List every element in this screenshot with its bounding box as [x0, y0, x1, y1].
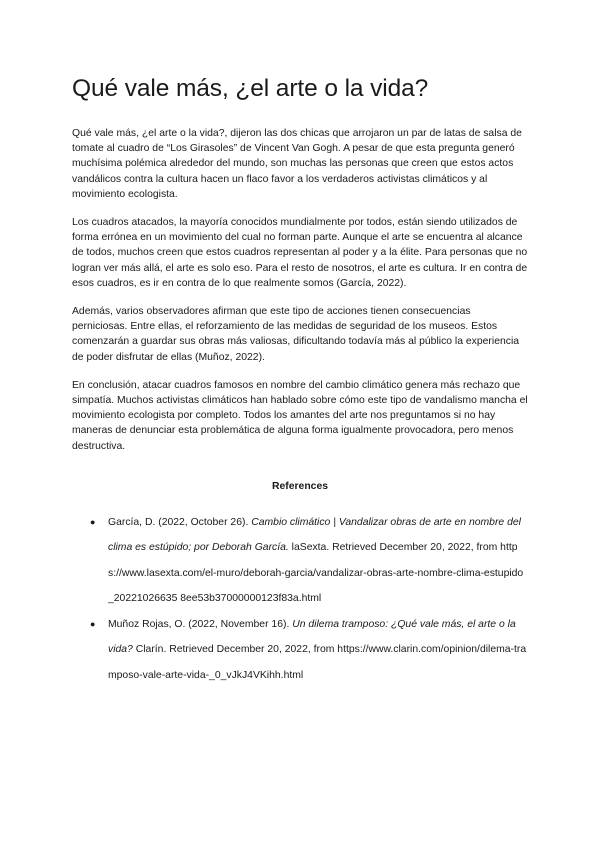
reference-item	[72, 510, 528, 612]
reference-author-date: García, D. (2022, October 26).	[108, 516, 249, 528]
reference-publisher: laSexta. Retrieved December 20, 2022, from	[291, 542, 498, 554]
reference-title: Un dilema tramposo: ¿Qué vale más, el arte o la vida?	[108, 618, 516, 656]
reference-url[interactable]: https://www.clarin.com/opinion/dilema-tramposo-vale-arte-vida-_0_vJkJ4VKihh.html	[108, 644, 527, 681]
bullet-icon: ●	[90, 516, 96, 527]
references-list	[72, 510, 528, 689]
bullet-icon: ●	[90, 618, 96, 629]
reference-author-date: Muñoz Rojas, O. (2022, November 16).	[108, 618, 290, 630]
reference-url[interactable]: https://www.lasexta.com/el-muro/deborah-garcia/vandalizar-obras-arte-nombre-clima-estupido_20221026635 8ee53b37000000123f83a.html	[108, 542, 524, 605]
references-heading: References	[271, 480, 329, 492]
document-title: Qué vale más, ¿el arte o la vida?	[72, 75, 429, 102]
reference-item	[72, 612, 528, 689]
paragraph-consequences: Además, varios observadores afirman que este tipo de acciones tienen consecuencias perniciosas. Entre ellas, el reforzamiento de las medidas de seguridad de los museos. Estos comenzarán a guardar sus obras más valiosas, dificultando todavía más al público la experiencia de poder disfrutar de ellas (Muñoz, 2022).	[72, 306, 520, 363]
paragraph-intro: Qué vale más, ¿el arte o la vida?, dijeron las dos chicas que arrojaron un par de latas de salsa de tomate al cuadro de “Los Girasoles” de Vincent Van Gogh. A pesar de que esta pregunta generó muchísima polémica alrededor del mundo, son muchas las personas que creen que estos actos vandálicos contra la cultura hacen un flaco favor a los verdaderos activistas climáticos y al movimiento ecologista.	[72, 128, 522, 200]
paragraph-paintings: Los cuadros atacados, la mayoría conocidos mundialmente por todos, están siendo utilizados de forma errónea en un movimiento del cual no forman parte. Aunque el arte se encuentra al alcance de todos, muchos creen que estos cuadros representan al poder y a la élite. Para personas que no logran ver más allá, el arte es solo eso. Para el resto de nosotros, el arte es cultura. Ir en contra de esos cuadros, es ir en contra de lo que realmente somos (García, 2022).	[72, 217, 528, 289]
reference-title: Cambio climático | Vandalizar obras de arte en nombre del clima es estúpido; por Deborah García.	[108, 516, 521, 554]
paragraph-conclusion: En conclusión, atacar cuadros famosos en nombre del cambio climático genera más rechazo que simpatía. Muchos activistas climáticos han hablado sobre cómo este tipo de vandalismo mancha el movimiento ecologista por completo. Todos los amantes del arte nos preguntamos si no hay maneras de denunciar esta problemática de alguna forma igualmente provocadora, pero menos destructiva.	[72, 379, 528, 452]
reference-publisher: Clarín. Retrieved December 20, 2022, from	[135, 644, 335, 656]
